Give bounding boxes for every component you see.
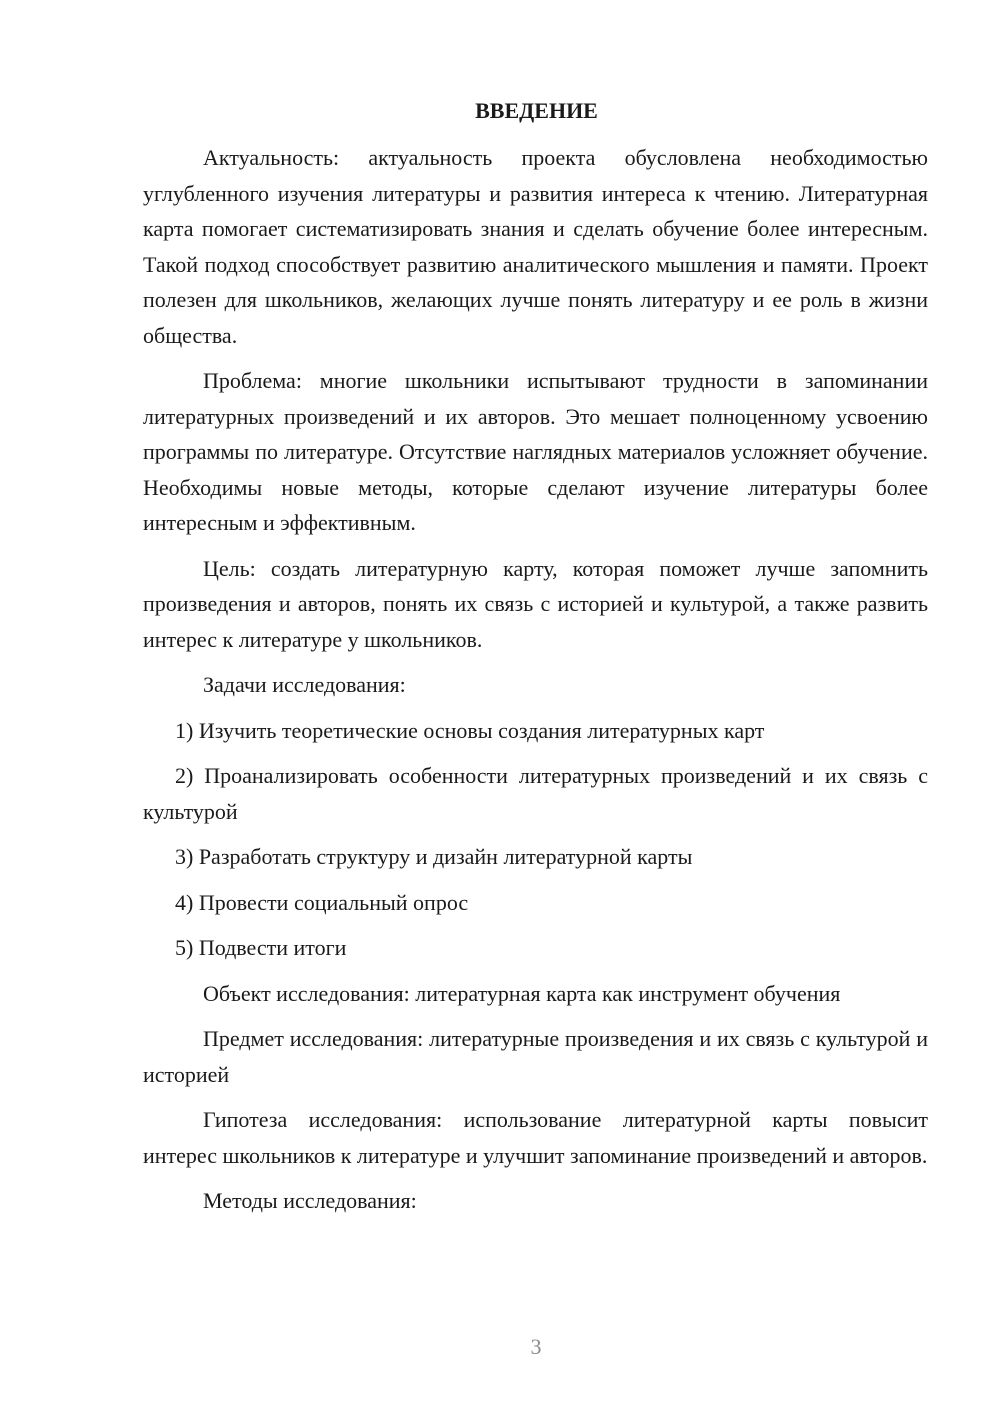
section-title: ВВЕДЕНИЕ — [475, 98, 598, 123]
paragraph-tasks-heading: Задачи исследования: — [203, 672, 406, 697]
task-item-4: 4) Провести социальный опрос — [175, 889, 469, 915]
paragraph-problem: Проблема: многие школьники испытывают трудности в запоминании литературных произведений и их авторов. Это мешает полноценному усвоению программы по литературе. Отсутствие наглядных материалов усложняет обучение. Необходимы новые методы, которые сделают изучение литературы более интересным и эффективным. — [143, 368, 928, 535]
paragraph-methods-heading: Методы исследования: — [203, 1188, 417, 1213]
document-page — [143, 93, 928, 1219]
task-item-5: 5) Подвести итоги — [175, 935, 347, 960]
paragraph-relevance: Актуальность: актуальность проекта обусловлена необходимостью углубленного изучения литературы и развития интереса к чтению. Литературная карта помогает систематизировать знания и сделать обучение более интересным. Такой подход способствует развитию аналитического мышления и памяти. Проект полезен для школьников, желающих лучше понять литературу и ее роль в жизни общества. — [143, 145, 928, 348]
page-number: 3 — [530, 1334, 542, 1359]
paragraph-hypothesis: Гипотеза исследования: использование литературной карты повысит интерес школьников к литературе и улучшит запоминание произведений и авторов. — [143, 1107, 928, 1168]
paragraph-goal: Цель: создать литературную карту, которая поможет лучше запомнить произведения и авторов, понять их связь с историей и культурой, а также развить интерес к литературе у школьников. — [143, 555, 928, 652]
paragraph-subject: Предмет исследования: литературные произведения и их связь с культурой и историей — [143, 1026, 928, 1087]
task-item-3: 3) Разработать структуру и дизайн литературной карты — [175, 844, 693, 869]
paragraph-object: Объект исследования: литературная карта как инструмент обучения — [203, 980, 841, 1006]
task-item-2: 2) Проанализировать особенности литературных произведений и их связь с культурой — [143, 763, 928, 824]
task-item-1: 1) Изучить теоретические основы создания литературных карт — [175, 717, 765, 743]
